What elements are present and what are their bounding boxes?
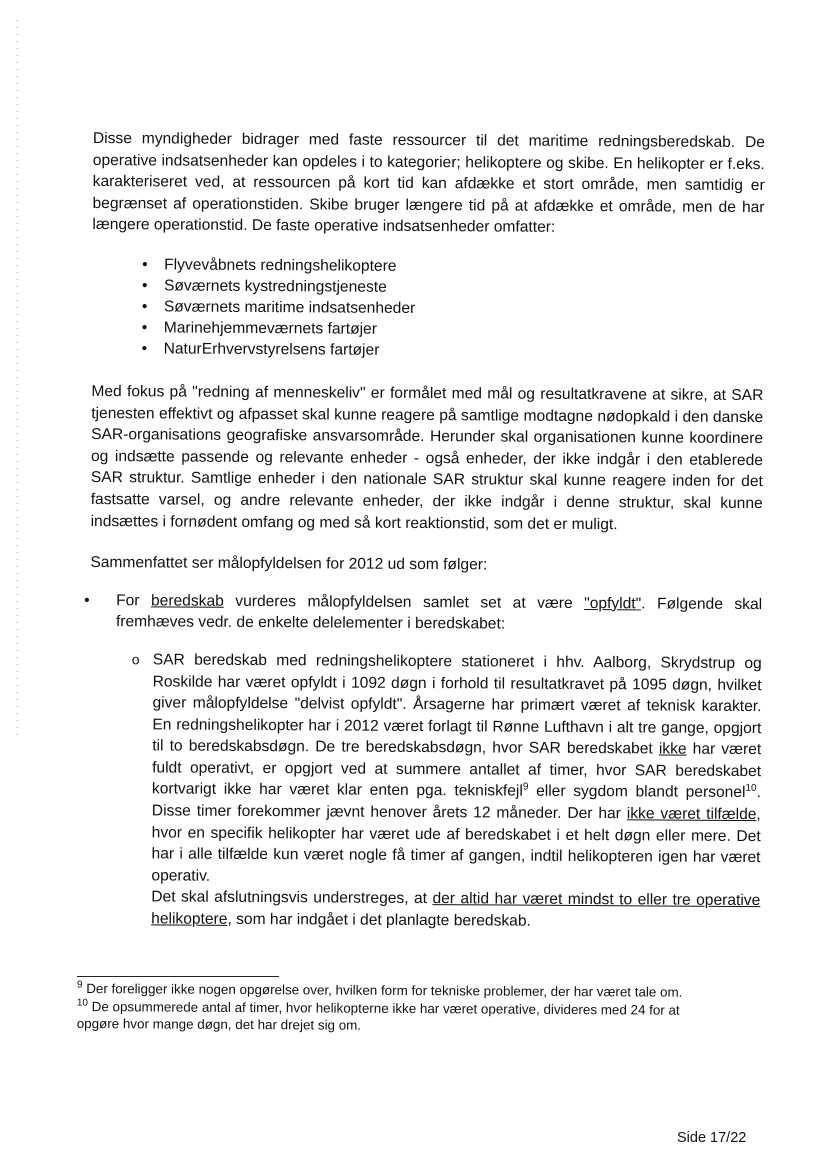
underlined-ikke-tilfaelde: ikke været tilfælde — [626, 805, 757, 824]
beredskab-bullet: • For beredskab vurderes målopfyldelsen samlet set at være "opfyldt". Følgende skal fremhæves vedr. de enkelte delelementer i beredskabet: — [84, 591, 763, 633]
underlined-beredskab: beredskab — [150, 592, 224, 610]
underlined-ikke: ikke — [658, 740, 687, 758]
sub-bullet-marker: o — [131, 651, 140, 668]
sar-sub-bullet — [131, 649, 762, 933]
page-number: Side 17/22 — [677, 1130, 747, 1146]
list-item: • Søværnets kystredningstjeneste — [142, 275, 764, 300]
operative-units-list — [92, 254, 765, 363]
footnote-ref-10: 10 — [745, 783, 757, 795]
footnote-ref-9: 9 — [522, 781, 529, 793]
underlined-opfyldt: "opfyldt" — [584, 594, 642, 613]
underlined-helicopter-statement: der altid har været mindst to eller tre operative helikoptere — [151, 890, 761, 928]
conclusion-paragraph: Det skal afslutningsvis understreges, at der altid har været mindst to eller tre operative helikoptere, som har indgået i det planlagte beredskab. — [151, 888, 761, 930]
footnote-text: De opsummerede antal af timer, hvor helikopterne ikke har været operative, divideres med 24 for at opgøre hvor mange døgn, det har drejet sig om. — [76, 998, 680, 1033]
list-item: • Søværnets maritime indsatsenheder — [142, 296, 764, 321]
footnote-number: 9 — [76, 979, 83, 991]
list-item: • NaturErhvervstyrelsens fartøjer — [142, 338, 764, 363]
summary-line: Sammenfattet ser målopfyldelsen for 2012 ud som følger: — [90, 554, 488, 574]
scan-edge-dots — [16, 20, 19, 740]
focus-paragraph: Med fokus på "redning af menneskeliv" er formålet med mål og resultatkravene at sikre, at SAR tjenesten effektivt og afpasset skal kunne reagere på samtlige modtagne nødopkald i den danske SAR-organisations geografiske ansvarsområde. Herunder skal organisationen kunne koordinere og indsætte passende og relevante enheder - også enheder, der ikke indgår i den etablerede SAR struktur. Samtlige enheder i den nationale SAR struktur skal kunne reagere inden for det fastsatte varsel, og andre relevante enheder, der ikke indgår i denne struktur, skal kunne indsættes i fornødent omfang og med så kort reaktionstid, som det er muligt. — [90, 382, 764, 533]
intro-paragraph: Disse myndigheder bidrager med faste ressourcer til det maritime redningsberedskab. De operative indsatsenheder kan opdeles i to kategorier; helikoptere og skibe. En helikopter er f.eks. karakteriseret ved, at ressourcen på kort tid kan afdække et stort område, men samtidig er begrænset af operationstiden. Skibe bruger længere tid på at afdække et område, men de har længere operationstid. De faste operative indsatsenheder omfatter: — [92, 129, 765, 237]
footnote-number: 10 — [76, 997, 89, 1009]
footnotes — [77, 980, 725, 1036]
list-item: • Marinehjemmeværnets fartøjer — [142, 317, 764, 342]
bullet-marker: • — [84, 591, 90, 609]
list-item: • Flyvevåbnets redningshelikoptere — [142, 254, 764, 279]
document-body — [84, 128, 765, 934]
sar-paragraph: SAR beredskab med redningshelikoptere stationeret i hhv. Aalborg, Skrydstrup og Roskilde har været opfyldt i 1092 døgn i forhold til resultatkravet på 1095 døgn, hvilket giver målopfyldelse "delvist opfyldt". Årsagerne har primært været af teknisk karakter. En redningshelikopter har i 2012 været forlagt til Rønne Lufthavn i alt tre gange, opgjort til to beredskabsdøgn. De tre beredskabsdøgn, hvor SAR beredskabet ikke har været fuldt operativt, er opgjort ved at summere antallet af timer, hvor SAR beredskabet kortvarigt ikke har været klar enten pga. tekniskfejl$^9$ eller sygdom blandt personel$^{10}$. Disse timer forekommer jævnt henover årets 12 måneder. Der har ikke været tilfælde, hvor en specifik helikopter har været ude af beredskabet i et helt døgn eller mere. Det har i alle tilfælde kun været nogle få timer af gangen, indtil helikopteren igen har været operativ. — [151, 651, 762, 885]
footnote-text: Der foreligger ikke nogen opgørelse over, hvilken form for tekniske problemer, der har været tale om. — [86, 981, 683, 1000]
footnote-separator — [77, 976, 279, 977]
footnote-10 — [77, 997, 725, 1036]
